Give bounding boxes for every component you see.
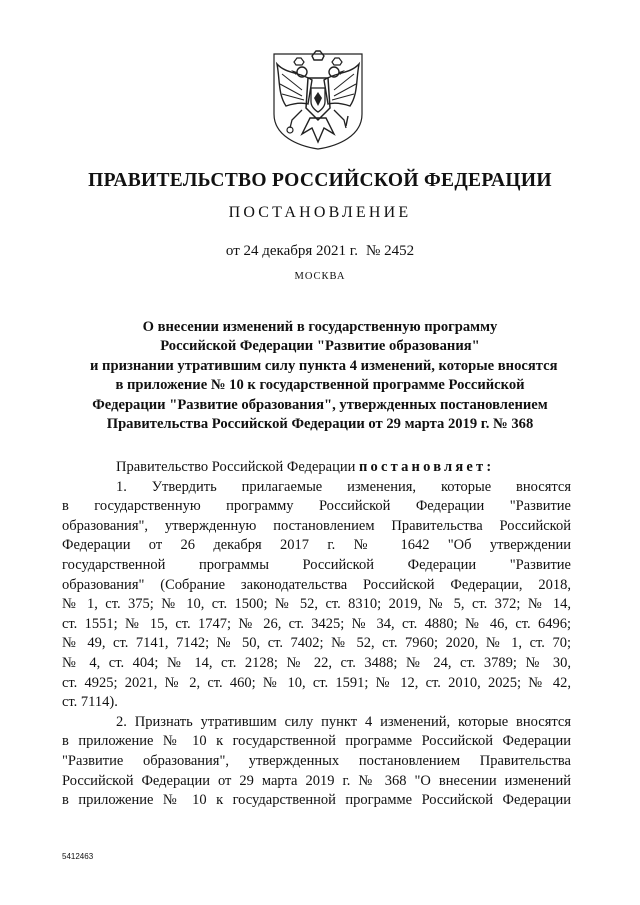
- paragraph-1-line: Федерации от 26 декабря 2017 г. № 1642 "Об утверждении: [62, 537, 571, 554]
- document-date-line: [0, 243, 640, 260]
- russian-coat-of-arms-icon: [272, 50, 364, 150]
- document-type: ПОСТАНОВЛЕНИЕ: [228, 204, 412, 221]
- paragraph-2-line: в приложение № 10 к государственной программе Российской Федерации: [62, 733, 571, 750]
- paragraph-1-line: № 4, ст. 404; № 14, ст. 2128; № 22, ст. 3488; № 24, ст. 3789; № 30,: [62, 654, 571, 671]
- document-city: МОСКВА: [294, 271, 346, 282]
- paragraph-2-line: Российской Федерации от 29 марта 2019 г. № 368 "О внесении изменений: [62, 772, 571, 789]
- document-date: от 24 декабря 2021 г.: [225, 243, 359, 259]
- intro-resolves: постановляет:: [358, 459, 495, 475]
- heading-line: О внесении изменений в государственную программу: [142, 319, 498, 335]
- paragraph-1-line: образования" (Собрание законодательства Российской Федерации, 2018,: [62, 576, 571, 593]
- heading-line: и признании утратившим силу пункта 4 изменений, которые вносятся: [90, 357, 558, 374]
- paragraph-1-line: ст. 4925; 2021, № 2, ст. 460; № 10, ст. 1591; № 12, ст. 2010, 2025; № 42,: [62, 674, 571, 691]
- government-title: ПРАВИТЕЛЬСТВО РОССИЙСКОЙ ФЕДЕРАЦИИ: [88, 170, 552, 191]
- heading-line: Правительства Российской Федерации от 29 марта 2019 г. № 368: [106, 416, 534, 433]
- paragraph-1-line: образования", утвержденную постановлением Правительства Российской: [62, 517, 571, 534]
- paragraph-1-last-line: ст. 7114).: [62, 694, 118, 711]
- intro-line: [62, 458, 571, 478]
- paragraph-1-line: государственной программы Российской Федерации "Развитие: [62, 556, 571, 573]
- heading-line: Федерации "Развитие образования", утвержденных постановлением: [92, 396, 548, 413]
- paragraph-1-line: № 1, ст. 375; № 10, ст. 1500; № 52, ст. 8310; 2019, № 5, ст. 372; № 14,: [62, 596, 571, 613]
- document-body: [62, 458, 571, 811]
- paragraph-1-line: в государственную программу Российской Федерации "Развитие: [62, 498, 571, 515]
- heading-line: Российской Федерации "Развитие образования": [160, 338, 480, 355]
- paragraph-1-line: 1. Утвердить прилагаемые изменения, которые вносятся: [116, 478, 571, 495]
- paragraph-1-line: № 49, ст. 7141, 7142; № 50, ст. 7402; № 52, ст. 7960; 2020, № 1, ст. 70;: [62, 635, 571, 652]
- document-number: № 2452: [366, 243, 415, 259]
- footer-document-code: 5412463: [62, 852, 94, 861]
- document-heading: [90, 318, 558, 434]
- paragraph-2-line: "Развитие образования", утвержденных постановлением Правительства: [62, 752, 571, 769]
- heading-line: в приложение № 10 к государственной программе Российской: [115, 377, 525, 394]
- intro-text: Правительство Российской Федерации: [116, 459, 356, 475]
- paragraph-1-line: ст. 1551; № 15, ст. 1747; № 26, ст. 3425; № 34, ст. 4880; № 46, ст. 6496;: [62, 615, 571, 632]
- paragraph-2-line: 2. Признать утратившим силу пункт 4 изменений, которые вносятся: [116, 713, 571, 730]
- paragraph-2-line: в приложение № 10 к государственной программе Российской Федерации: [62, 792, 571, 809]
